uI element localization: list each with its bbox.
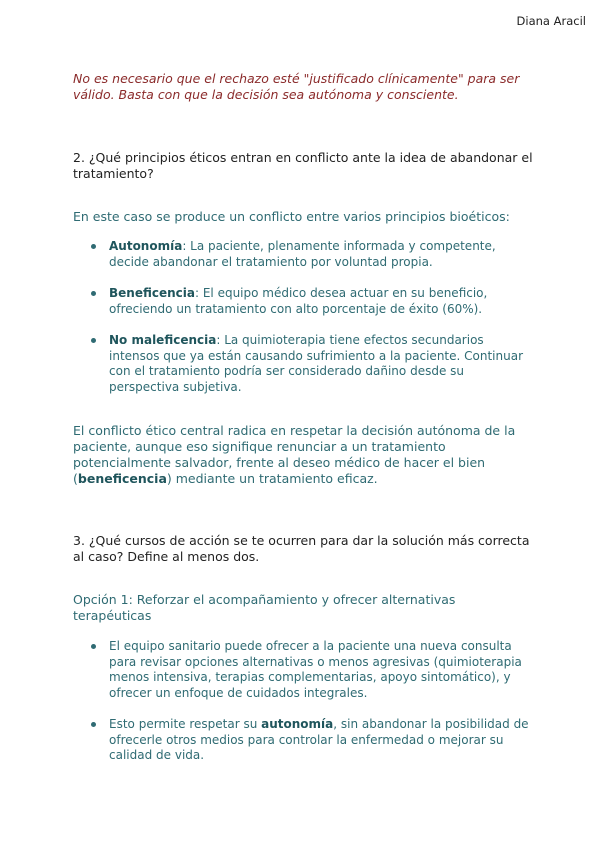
- document-body: [73, 71, 533, 764]
- bullet-icon: [91, 644, 96, 649]
- principles-list: [73, 239, 533, 395]
- list-item-no-maleficencia: [73, 333, 533, 395]
- question-2-intro: En este caso se produce un conflicto entre varios principios bioéticos:: [73, 209, 510, 224]
- text-no-maleficencia: : La quimioterapia tiene efectos secundarios intensos que ya están causando sufrimiento a la paciente. Continuar con el tratamiento podría ser considerado dañino desde su perspectiva subjetiva.: [109, 333, 523, 394]
- term-beneficencia: Beneficencia: [109, 286, 195, 300]
- option-1-bullet-2-post: , sin abandonar la posibilidad de ofrecerle otros medios para controlar la enfermedad o mejorar su calidad de vida.: [109, 717, 529, 762]
- list-item-option-1-b: [73, 717, 533, 764]
- question-2-conclusion: [73, 423, 533, 487]
- list-item-autonomia: [73, 239, 533, 270]
- author-name: Diana Aracil: [516, 14, 586, 28]
- bullet-icon: [91, 244, 96, 249]
- conclusion-text-2: ) mediante un tratamiento eficaz.: [166, 471, 378, 486]
- term-no-maleficencia: No maleficencia: [109, 333, 217, 347]
- question-3: 3. ¿Qué cursos de acción se te ocurren para dar la solución más correcta al caso? Define al menos dos.: [73, 533, 530, 564]
- bullet-icon: [91, 722, 96, 727]
- question-2: 2. ¿Qué principios éticos entran en conflicto ante la idea de abandonar el tratamiento?: [73, 150, 533, 181]
- bullet-icon: [91, 291, 96, 296]
- option-1-bullet-1: El equipo sanitario puede ofrecer a la paciente una nueva consulta para revisar opciones alternativas o menos agresivas (quimioterapia menos intensiva, terapias complementarias, apoyo sintomático), y ofrecer un enfoque de cuidados integrales.: [109, 639, 522, 700]
- text-beneficencia: : El equipo médico desea actuar en su beneficio, ofreciendo un tratamiento con alto porcentaje de éxito (60%).: [109, 286, 488, 316]
- text-autonomia: : La paciente, plenamente informada y competente, decide abandonar el tratamiento por voluntad propia.: [109, 239, 496, 269]
- conclusion-term: beneficencia: [77, 471, 167, 486]
- option-1-bullet-2-pre: Esto permite respetar su: [109, 717, 262, 731]
- list-item-option-1-a: [73, 639, 533, 701]
- option-1-list: [73, 639, 533, 764]
- list-item-beneficencia: [73, 286, 533, 317]
- conclusion-text-1: El conflicto ético central radica en respetar la decisión autónoma de la paciente, aunque eso signifique renunciar a un tratamiento potencialmente salvador, frente al deseo médico de hacer el bien (: [73, 423, 516, 486]
- option-1-bullet-2-term: autonomía: [261, 717, 334, 731]
- italic-note: No es necesario que el rechazo esté "justificado clínicamente" para ser válido. Basta con que la decisión sea autónoma y consciente.: [73, 71, 520, 102]
- option-1-title: Opción 1: Reforzar el acompañamiento y ofrecer alternativas terapéuticas: [73, 592, 456, 623]
- bullet-icon: [91, 338, 96, 343]
- term-autonomia: Autonomía: [109, 239, 183, 253]
